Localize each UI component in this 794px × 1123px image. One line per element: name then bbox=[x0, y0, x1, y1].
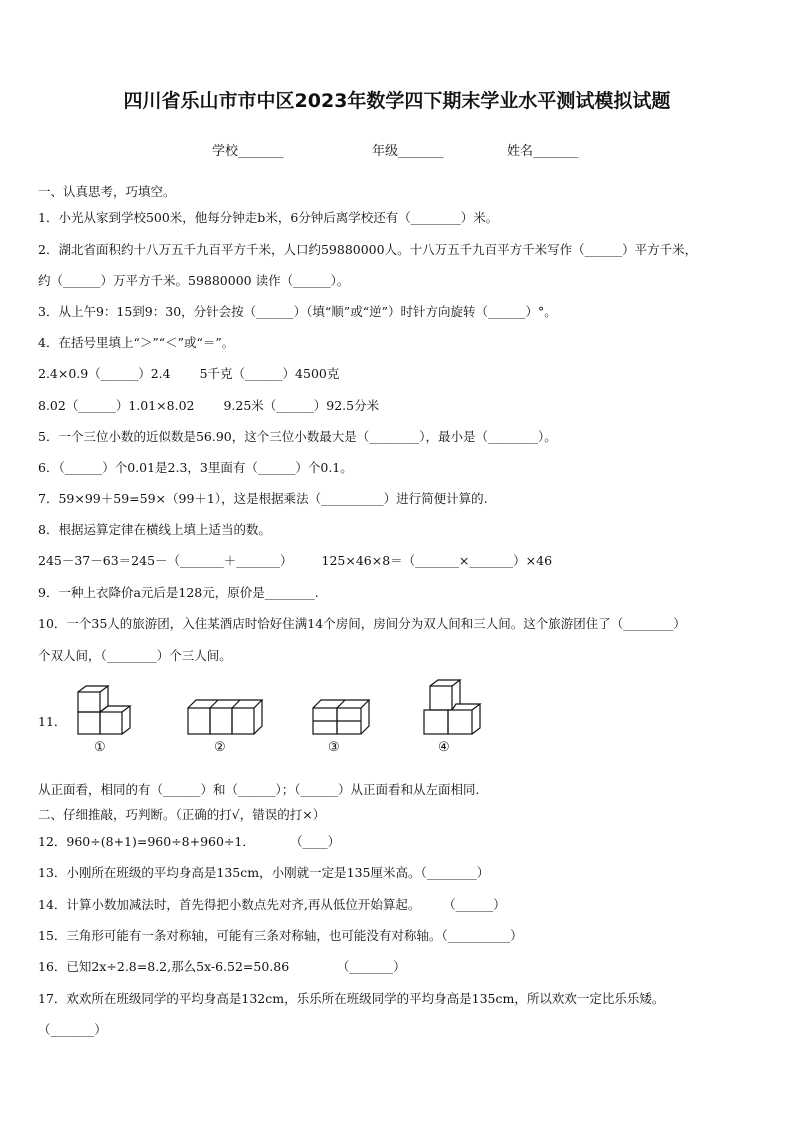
figure-label-3: ③ bbox=[328, 740, 340, 755]
question-8: 8．根据运算定律在横线上填上适当的数。 bbox=[38, 522, 271, 537]
page-title: 四川省乐山市市中区2023年数学四下期末学业水平测试模拟试题 bbox=[123, 90, 671, 112]
question-2-line-2: 约（______）万平方千米。59880000 读作（______）。 bbox=[38, 273, 350, 288]
question-16: 16．已知2x÷2.8=8.2,那么5x-6.52=50.86 （_______） bbox=[38, 959, 406, 974]
question-17-line-2: （_______） bbox=[38, 1022, 107, 1037]
name-field: 姓名_______ bbox=[507, 144, 579, 159]
question-4-row-2: 8.02（______）1.01×8.02 9.25米（______）92.5分米 bbox=[38, 398, 380, 413]
question-2-line-1: 2．湖北省面积约十八万五千九百平方千米，人口约59880000人。十八万五千九百平方千米写作（______）平方千米， bbox=[38, 242, 698, 257]
question-3: 3．从上午9：15到9：30，分针会按（______）（填“顺”或“逆”）时针方向旋转（______）°。 bbox=[38, 304, 557, 319]
figure-label-2: ② bbox=[214, 740, 226, 755]
question-14: 14．计算小数加减法时，首先得把小数点先对齐,再从低位开始算起。 （______） bbox=[38, 897, 506, 912]
question-17-line-1: 17．欢欢所在班级同学的平均身高是132cm，乐乐所在班级同学的平均身高是135cm，所以欢欢一定比乐乐矮。 bbox=[38, 991, 665, 1006]
question-13: 13．小刚所在班级的平均身高是135cm，小刚就一定是135厘米高。（________） bbox=[38, 865, 490, 880]
question-4-row-1: 2.4×0.9（______）2.4 5千克（______）4500克 bbox=[38, 366, 340, 381]
cube-figure-4 bbox=[422, 678, 486, 738]
section-heading-2: 二、仔细推敲，巧判断。（正确的打√，错误的打×） bbox=[38, 807, 326, 822]
question-4: 4．在括号里填上“＞”“＜”或“＝”。 bbox=[38, 335, 235, 350]
question-10-line-2: 个双人间，（________）个三人间。 bbox=[38, 648, 232, 663]
section-heading-1: 一、认真思考，巧填空。 bbox=[38, 184, 176, 199]
cube-figure-2 bbox=[186, 698, 270, 738]
question-11-number: 11． bbox=[38, 714, 67, 729]
question-12: 12．960÷(8+1)=960÷8+960÷1． （____） bbox=[38, 834, 341, 849]
figure-label-4: ④ bbox=[438, 740, 450, 755]
question-1: 1．小光从家到学校500米，他每分钟走b米，6分钟后离学校还有（________）米。 bbox=[38, 210, 499, 225]
question-9: 9．一种上衣降价a元后是128元，原价是________. bbox=[38, 585, 319, 600]
question-8-equations: 245－37－63＝245－（_______＋_______） 125×46×8＝（_______×_______）×46 bbox=[38, 553, 553, 568]
question-5: 5．一个三位小数的近似数是56.90，这个三位小数最大是（________），最小是（________）。 bbox=[38, 429, 557, 444]
cube-figure-3 bbox=[311, 698, 375, 738]
question-15: 15．三角形可能有一条对称轴，可能有三条对称轴，也可能没有对称轴。（__________） bbox=[38, 928, 523, 943]
question-11-text: 从正面看，相同的有（______）和（______）；（______）从正面看和从左面相同. bbox=[38, 782, 480, 797]
question-10-line-1: 10．一个35人的旅游团，入住某酒店时恰好住满14个房间，房间分为双人间和三人间。这个旅游团住了（________） bbox=[38, 616, 686, 631]
school-field: 学校_______ bbox=[212, 144, 284, 159]
grade-field: 年级_______ bbox=[372, 144, 444, 159]
question-6: 6．（______）个0.01是2.3，3里面有（______）个0.1。 bbox=[38, 460, 353, 475]
question-7: 7．59×99＋59=59×（99＋1），这是根据乘法（__________）进行简便计算的. bbox=[38, 491, 488, 506]
figure-label-1: ① bbox=[94, 740, 106, 755]
cube-figure-1 bbox=[76, 684, 138, 738]
